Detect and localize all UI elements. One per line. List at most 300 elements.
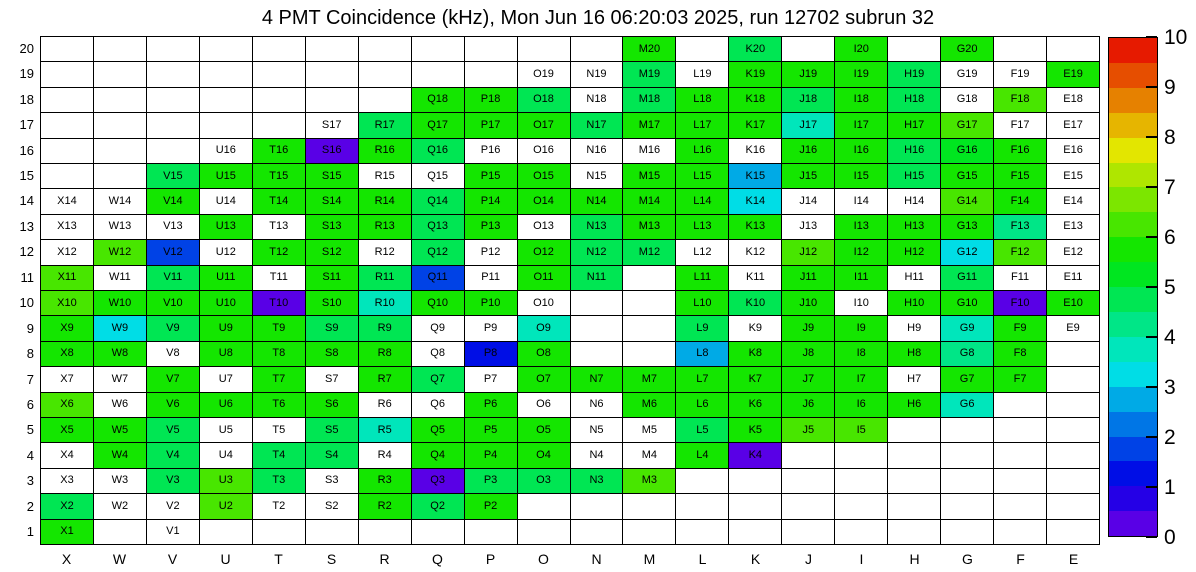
- cell-I9: I9: [835, 316, 888, 341]
- cell-M4: M4: [623, 443, 676, 468]
- cell-X7: X7: [41, 367, 94, 392]
- cell-J19: J19: [782, 62, 835, 87]
- cell-V6: V6: [147, 393, 200, 418]
- colorbar-block: [1109, 237, 1157, 262]
- cell-H17: H17: [888, 113, 941, 138]
- cell-V14: V14: [147, 189, 200, 214]
- heatmap-grid: [40, 36, 1100, 545]
- heatmap-cell-empty: [465, 62, 518, 87]
- heatmap-cell-empty: [623, 266, 676, 291]
- colorbar-tick: [1146, 436, 1157, 438]
- heatmap-cell-empty: [623, 291, 676, 316]
- heatmap-cell-empty: [306, 520, 359, 545]
- y-axis-label-14: 14: [19, 193, 34, 209]
- cell-E9: E9: [1047, 316, 1100, 341]
- y-axis-label-6: 6: [26, 397, 34, 413]
- cell-F7: F7: [994, 367, 1047, 392]
- cell-O16: O16: [518, 139, 571, 164]
- cell-E12: E12: [1047, 240, 1100, 265]
- cell-P16: P16: [465, 139, 518, 164]
- cell-K14: K14: [729, 189, 782, 214]
- cell-U6: U6: [200, 393, 253, 418]
- cell-T14: T14: [253, 189, 306, 214]
- heatmap-cell-empty: [676, 494, 729, 519]
- cell-P4: P4: [465, 443, 518, 468]
- cell-N16: N16: [571, 139, 624, 164]
- heatmap-cell-empty: [412, 62, 465, 87]
- cell-F10: F10: [994, 291, 1047, 316]
- cell-H10: H10: [888, 291, 941, 316]
- heatmap-cell-empty: [306, 88, 359, 113]
- cell-L6: L6: [676, 393, 729, 418]
- cell-H9: H9: [888, 316, 941, 341]
- cell-M14: M14: [623, 189, 676, 214]
- cell-I6: I6: [835, 393, 888, 418]
- heatmap-cell-empty: [94, 139, 147, 164]
- cell-J17: J17: [782, 113, 835, 138]
- cell-Q3: Q3: [412, 469, 465, 494]
- cell-K18: K18: [729, 88, 782, 113]
- x-axis-label-F: F: [1016, 551, 1025, 567]
- cell-R5: R5: [359, 418, 412, 443]
- heatmap-cell-empty: [147, 62, 200, 87]
- cell-F9: F9: [994, 316, 1047, 341]
- heatmap-cell-empty: [888, 443, 941, 468]
- cell-T9: T9: [253, 316, 306, 341]
- cell-L19: L19: [676, 62, 729, 87]
- heatmap-cell-empty: [359, 37, 412, 62]
- heatmap-cell-empty: [729, 469, 782, 494]
- heatmap-cell-empty: [782, 37, 835, 62]
- cell-L17: L17: [676, 113, 729, 138]
- cell-L10: L10: [676, 291, 729, 316]
- cell-F8: F8: [994, 342, 1047, 367]
- cell-F17: F17: [994, 113, 1047, 138]
- cell-I16: I16: [835, 139, 888, 164]
- cell-T15: T15: [253, 164, 306, 189]
- cell-L14: L14: [676, 189, 729, 214]
- cell-W5: W5: [94, 418, 147, 443]
- cell-J5: J5: [782, 418, 835, 443]
- cell-R10: R10: [359, 291, 412, 316]
- cell-W6: W6: [94, 393, 147, 418]
- cell-S14: S14: [306, 189, 359, 214]
- cell-E10: E10: [1047, 291, 1100, 316]
- heatmap-cell-empty: [94, 520, 147, 545]
- cell-K16: K16: [729, 139, 782, 164]
- cell-J10: J10: [782, 291, 835, 316]
- heatmap-cell-empty: [835, 494, 888, 519]
- heatmap-cell-empty: [94, 113, 147, 138]
- cell-O15: O15: [518, 164, 571, 189]
- colorbar-block: [1109, 287, 1157, 312]
- cell-J12: J12: [782, 240, 835, 265]
- colorbar-block: [1109, 262, 1157, 287]
- heatmap-cell-empty: [359, 62, 412, 87]
- cell-K5: K5: [729, 418, 782, 443]
- colorbar-tick: [1146, 136, 1157, 138]
- cell-G9: G9: [941, 316, 994, 341]
- cell-S10: S10: [306, 291, 359, 316]
- y-axis-label-16: 16: [19, 142, 34, 158]
- colorbar-block: [1109, 511, 1157, 536]
- cell-H15: H15: [888, 164, 941, 189]
- cell-G15: G15: [941, 164, 994, 189]
- cell-Q4: Q4: [412, 443, 465, 468]
- heatmap-cell-empty: [835, 443, 888, 468]
- heatmap-cell-empty: [888, 469, 941, 494]
- cell-I7: I7: [835, 367, 888, 392]
- cell-H11: H11: [888, 266, 941, 291]
- x-axis-label-K: K: [750, 551, 761, 567]
- cell-S13: S13: [306, 215, 359, 240]
- heatmap-cell-empty: [941, 469, 994, 494]
- cell-U14: U14: [200, 189, 253, 214]
- heatmap-cell-empty: [1047, 418, 1100, 443]
- cell-E18: E18: [1047, 88, 1100, 113]
- cell-R14: R14: [359, 189, 412, 214]
- cell-O9: O9: [518, 316, 571, 341]
- x-axis-label-G: G: [962, 551, 973, 567]
- heatmap-cell-empty: [359, 88, 412, 113]
- cell-F14: F14: [994, 189, 1047, 214]
- cell-L11: L11: [676, 266, 729, 291]
- cell-I15: I15: [835, 164, 888, 189]
- cell-E11: E11: [1047, 266, 1100, 291]
- cell-H16: H16: [888, 139, 941, 164]
- heatmap-cell-empty: [994, 443, 1047, 468]
- cell-T10: T10: [253, 291, 306, 316]
- cell-R4: R4: [359, 443, 412, 468]
- cell-X3: X3: [41, 469, 94, 494]
- cell-U12: U12: [200, 240, 253, 265]
- cell-O7: O7: [518, 367, 571, 392]
- cell-G16: G16: [941, 139, 994, 164]
- cell-I13: I13: [835, 215, 888, 240]
- heatmap-cell-empty: [1047, 342, 1100, 367]
- x-axis-label-E: E: [1068, 551, 1079, 567]
- cell-O11: O11: [518, 266, 571, 291]
- cell-X6: X6: [41, 393, 94, 418]
- cell-E14: E14: [1047, 189, 1100, 214]
- cell-T2: T2: [253, 494, 306, 519]
- cell-M6: M6: [623, 393, 676, 418]
- cell-U13: U13: [200, 215, 253, 240]
- heatmap-cell-empty: [1047, 469, 1100, 494]
- cell-N12: N12: [571, 240, 624, 265]
- cell-M15: M15: [623, 164, 676, 189]
- y-axis-label-12: 12: [19, 244, 34, 260]
- y-axis-label-3: 3: [26, 473, 34, 489]
- cell-H12: H12: [888, 240, 941, 265]
- y-axis-label-2: 2: [26, 498, 34, 514]
- cell-S4: S4: [306, 443, 359, 468]
- cell-X11: X11: [41, 266, 94, 291]
- cell-K9: K9: [729, 316, 782, 341]
- cell-P17: P17: [465, 113, 518, 138]
- x-axis-label-P: P: [485, 551, 496, 567]
- heatmap-cell-empty: [253, 520, 306, 545]
- cell-M5: M5: [623, 418, 676, 443]
- heatmap-cell-empty: [306, 62, 359, 87]
- cell-U16: U16: [200, 139, 253, 164]
- cell-M20: M20: [623, 37, 676, 62]
- cell-H14: H14: [888, 189, 941, 214]
- cell-K17: K17: [729, 113, 782, 138]
- heatmap-cell-empty: [835, 520, 888, 545]
- cell-O8: O8: [518, 342, 571, 367]
- colorbar-block: [1109, 163, 1157, 188]
- cell-I17: I17: [835, 113, 888, 138]
- cell-T11: T11: [253, 266, 306, 291]
- cell-J18: J18: [782, 88, 835, 113]
- cell-R9: R9: [359, 316, 412, 341]
- heatmap-cell-empty: [729, 520, 782, 545]
- cell-W12: W12: [94, 240, 147, 265]
- cell-W4: W4: [94, 443, 147, 468]
- cell-V8: V8: [147, 342, 200, 367]
- cell-R2: R2: [359, 494, 412, 519]
- cell-O4: O4: [518, 443, 571, 468]
- cell-W8: W8: [94, 342, 147, 367]
- cell-P8: P8: [465, 342, 518, 367]
- cell-I10: I10: [835, 291, 888, 316]
- heatmap-cell-empty: [623, 520, 676, 545]
- colorbar-block: [1109, 461, 1157, 486]
- heatmap-cell-empty: [676, 520, 729, 545]
- cell-K4: K4: [729, 443, 782, 468]
- cell-K20: K20: [729, 37, 782, 62]
- cell-I14: I14: [835, 189, 888, 214]
- cell-U15: U15: [200, 164, 253, 189]
- cell-X1: X1: [41, 520, 94, 545]
- cell-H13: H13: [888, 215, 941, 240]
- x-axis-label-Q: Q: [432, 551, 443, 567]
- cell-T3: T3: [253, 469, 306, 494]
- heatmap-cell-empty: [41, 139, 94, 164]
- cell-S17: S17: [306, 113, 359, 138]
- x-axis-label-M: M: [643, 551, 656, 567]
- cell-V13: V13: [147, 215, 200, 240]
- heatmap-cell-empty: [147, 37, 200, 62]
- heatmap-cell-empty: [41, 37, 94, 62]
- cell-L15: L15: [676, 164, 729, 189]
- heatmap-cell-empty: [835, 469, 888, 494]
- cell-L13: L13: [676, 215, 729, 240]
- cell-V10: V10: [147, 291, 200, 316]
- cell-U7: U7: [200, 367, 253, 392]
- heatmap-cell-empty: [571, 37, 624, 62]
- cell-P3: P3: [465, 469, 518, 494]
- colorbar-tick-label-7: 7: [1164, 176, 1176, 199]
- cell-P9: P9: [465, 316, 518, 341]
- x-axis-label-O: O: [538, 551, 549, 567]
- cell-K19: K19: [729, 62, 782, 87]
- y-axis-label-8: 8: [26, 346, 34, 362]
- cell-G8: G8: [941, 342, 994, 367]
- cell-U9: U9: [200, 316, 253, 341]
- cell-O13: O13: [518, 215, 571, 240]
- heatmap-cell-empty: [200, 37, 253, 62]
- heatmap-cell-empty: [94, 37, 147, 62]
- colorbar-block: [1109, 88, 1157, 113]
- cell-O17: O17: [518, 113, 571, 138]
- cell-X4: X4: [41, 443, 94, 468]
- cell-W9: W9: [94, 316, 147, 341]
- cell-S12: S12: [306, 240, 359, 265]
- cell-L4: L4: [676, 443, 729, 468]
- heatmap-cell-empty: [518, 494, 571, 519]
- cell-G11: G11: [941, 266, 994, 291]
- cell-X8: X8: [41, 342, 94, 367]
- colorbar-block: [1109, 212, 1157, 237]
- colorbar-tick-label-3: 3: [1164, 376, 1176, 399]
- heatmap-cell-empty: [676, 37, 729, 62]
- cell-P18: P18: [465, 88, 518, 113]
- cell-U5: U5: [200, 418, 253, 443]
- colorbar-block: [1109, 113, 1157, 138]
- cell-L12: L12: [676, 240, 729, 265]
- cell-P10: P10: [465, 291, 518, 316]
- cell-M3: M3: [623, 469, 676, 494]
- cell-G19: G19: [941, 62, 994, 87]
- cell-P11: P11: [465, 266, 518, 291]
- heatmap-cell-empty: [253, 88, 306, 113]
- y-axis-label-7: 7: [26, 371, 34, 387]
- heatmap-cell-empty: [676, 469, 729, 494]
- x-axis-label-X: X: [61, 551, 72, 567]
- cell-E19: E19: [1047, 62, 1100, 87]
- colorbar-tick-label-5: 5: [1164, 276, 1176, 299]
- y-axis-label-10: 10: [19, 295, 34, 311]
- cell-N7: N7: [571, 367, 624, 392]
- cell-Q16: Q16: [412, 139, 465, 164]
- cell-O14: O14: [518, 189, 571, 214]
- colorbar-block: [1109, 63, 1157, 88]
- cell-M12: M12: [623, 240, 676, 265]
- cell-N14: N14: [571, 189, 624, 214]
- cell-L18: L18: [676, 88, 729, 113]
- cell-N11: N11: [571, 266, 624, 291]
- cell-Q5: Q5: [412, 418, 465, 443]
- cell-R11: R11: [359, 266, 412, 291]
- cell-R13: R13: [359, 215, 412, 240]
- heatmap-cell-empty: [41, 164, 94, 189]
- heatmap-cell-empty: [253, 113, 306, 138]
- heatmap-cell-empty: [571, 494, 624, 519]
- cell-I11: I11: [835, 266, 888, 291]
- heatmap-cell-empty: [994, 469, 1047, 494]
- y-axis-label-17: 17: [19, 117, 34, 133]
- cell-P15: P15: [465, 164, 518, 189]
- y-axis-label-20: 20: [19, 40, 34, 56]
- cell-N13: N13: [571, 215, 624, 240]
- heatmap-cell-empty: [41, 113, 94, 138]
- heatmap-cell-empty: [200, 62, 253, 87]
- heatmap-cell-empty: [200, 520, 253, 545]
- cell-S8: S8: [306, 342, 359, 367]
- colorbar-tick-label-1: 1: [1164, 476, 1176, 499]
- heatmap-cell-empty: [518, 520, 571, 545]
- cell-K7: K7: [729, 367, 782, 392]
- cell-K15: K15: [729, 164, 782, 189]
- x-axis-label-N: N: [591, 551, 602, 567]
- cell-U8: U8: [200, 342, 253, 367]
- cell-M19: M19: [623, 62, 676, 87]
- y-axis-label-11: 11: [20, 269, 34, 285]
- cell-N18: N18: [571, 88, 624, 113]
- colorbar-block: [1109, 387, 1157, 412]
- heatmap-cell-empty: [253, 37, 306, 62]
- colorbar-block: [1109, 486, 1157, 511]
- cell-X12: X12: [41, 240, 94, 265]
- heatmap-cell-empty: [571, 342, 624, 367]
- cell-L8: L8: [676, 342, 729, 367]
- cell-H8: H8: [888, 342, 941, 367]
- cell-N4: N4: [571, 443, 624, 468]
- heatmap-cell-empty: [1047, 393, 1100, 418]
- cell-E13: E13: [1047, 215, 1100, 240]
- cell-U4: U4: [200, 443, 253, 468]
- heatmap-cell-empty: [518, 37, 571, 62]
- cell-O10: O10: [518, 291, 571, 316]
- y-axis-label-15: 15: [19, 167, 34, 183]
- cell-G13: G13: [941, 215, 994, 240]
- x-axis-label-I: I: [859, 551, 864, 567]
- heatmap-cell-empty: [253, 62, 306, 87]
- heatmap-cell-empty: [1047, 520, 1100, 545]
- x-axis-label-H: H: [909, 551, 920, 567]
- colorbar-tick: [1146, 336, 1157, 338]
- cell-E16: E16: [1047, 139, 1100, 164]
- cell-T5: T5: [253, 418, 306, 443]
- colorbar-tick-label-6: 6: [1164, 226, 1176, 249]
- x-axis-label-U: U: [220, 551, 231, 567]
- cell-I8: I8: [835, 342, 888, 367]
- heatmap-cell-empty: [782, 469, 835, 494]
- cell-X10: X10: [41, 291, 94, 316]
- cell-F15: F15: [994, 164, 1047, 189]
- cell-X14: X14: [41, 189, 94, 214]
- cell-U3: U3: [200, 469, 253, 494]
- y-axis-label-9: 9: [26, 320, 34, 336]
- cell-N15: N15: [571, 164, 624, 189]
- cell-L16: L16: [676, 139, 729, 164]
- cell-Q9: Q9: [412, 316, 465, 341]
- cell-M18: M18: [623, 88, 676, 113]
- cell-J14: J14: [782, 189, 835, 214]
- cell-U10: U10: [200, 291, 253, 316]
- heatmap-cell-empty: [729, 494, 782, 519]
- cell-S3: S3: [306, 469, 359, 494]
- cell-J16: J16: [782, 139, 835, 164]
- cell-W7: W7: [94, 367, 147, 392]
- heatmap-cell-empty: [782, 443, 835, 468]
- cell-Q8: Q8: [412, 342, 465, 367]
- cell-K6: K6: [729, 393, 782, 418]
- cell-W13: W13: [94, 215, 147, 240]
- colorbar-tick: [1146, 536, 1157, 538]
- colorbar-block: [1109, 312, 1157, 337]
- cell-X5: X5: [41, 418, 94, 443]
- cell-W2: W2: [94, 494, 147, 519]
- cell-L7: L7: [676, 367, 729, 392]
- colorbar-tick-label-4: 4: [1164, 326, 1176, 349]
- cell-P14: P14: [465, 189, 518, 214]
- cell-P2: P2: [465, 494, 518, 519]
- cell-X2: X2: [41, 494, 94, 519]
- cell-K13: K13: [729, 215, 782, 240]
